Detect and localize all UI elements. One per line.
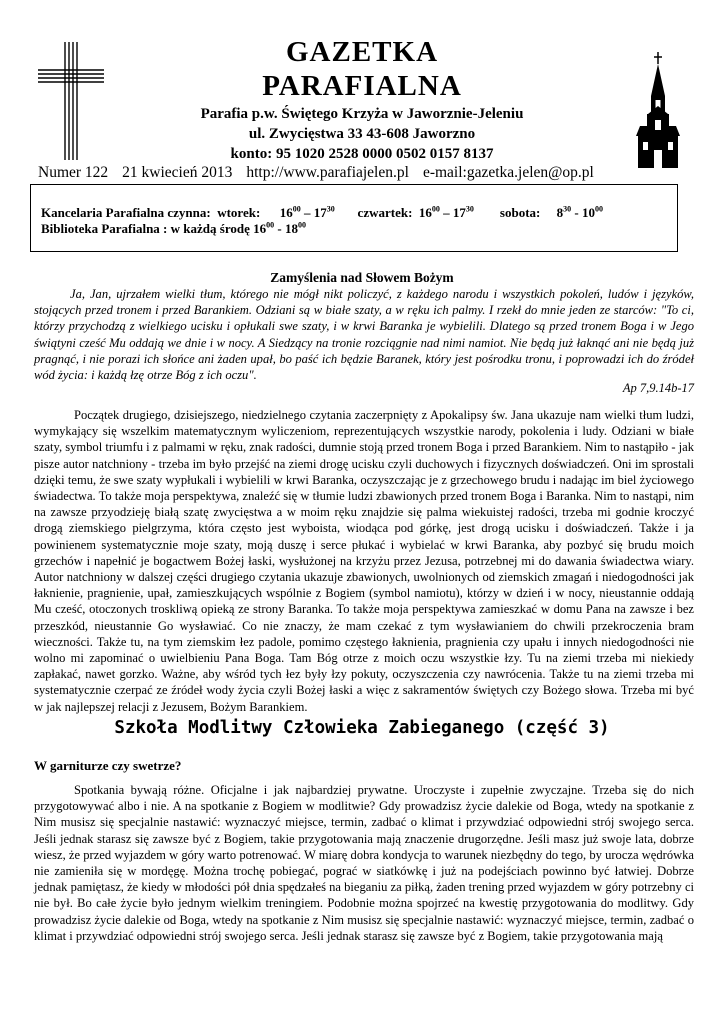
title-line-1: GAZETKA — [285, 36, 439, 68]
thursday-from: $16^{00}$ — [418, 204, 440, 220]
email-link[interactable]: e-mail:gazetka.jelen@op.pl — [422, 164, 594, 181]
tuesday-from: $16^{00}$ — [279, 204, 301, 220]
issue-date: 21 kwiecień 2013 — [122, 164, 233, 181]
reflection-title: Zamyślenia nad Słowem Bożym — [270, 270, 454, 285]
tuesday-to: $17^{30}$ — [313, 204, 335, 220]
thursday-to: $17^{30}$ — [452, 204, 474, 220]
office-hours-row: Kancelaria Parafialna czynna: wtorek: $16^{00} - 17^{30}$ czwartek: $16^{00} - 17^{30}$ sobota: $8^{30} - 10^{00}$ — [41, 204, 603, 220]
parish-address: ul. Zwycięstwa 33 43-608 Jaworzno — [248, 126, 476, 142]
reflection-body — [34, 407, 694, 715]
saturday-to: $10^{00}$ — [581, 204, 603, 220]
library-label: Biblioteka Parafialna : w każdą środę — [41, 221, 250, 236]
library-hours-row: Biblioteka Parafialna : w każdą środę $16^{00} - 18^{00}$ — [41, 220, 306, 236]
saturday-from: $8^{30}$ — [556, 204, 572, 220]
saturday-label: sobota: — [499, 205, 541, 220]
library-from: $16^{00}$ — [253, 220, 275, 236]
prayer-school-body-text: Spotkania bywają różne. Oficjalne i jak najbardziej prywatne. Uroczyste i zupełnie zwyczajne. Trzeba się do nich przygotowywać albo i nie. A na spotkanie z Bogiem w modlitwie? Gdy prowadzisz życie dalekie od Boga, wtedy na spotkanie z Nim musisz się specjalnie nastawić: wyznaczyć miejsce, termin, zadbać o klimat i przywdziać odpowiedni strój swojego serca. Jeśli jednak starasz się zawsze być z Bogiem, takie przygotowania mają znaczenie drugorzędne. Jeśli masz już swoje lata, dobrze wiesz, że przed wyjazdem w góry warto potrenować. W miarę dobra kondycja to warunek niezbędny do tego, by urocza wędrówka nie zamieniła się w mordęgę. Można trochę pobiegać, pograć w siatkówkę i już na podejściach powinno być łatwiej. Dobrze jednak pamiętasz, że kiedy w młodości pół dnia spędzałeś na bieganiu za piłką, żaden trening przed wyjazdem w góry potrzebny ci nie był. Bo całe życie było jednym wielkim treningiem. Podobnie można spojrzeć na kwestię przygotowania do modlitwy. Gdy prowadzisz życie dalekie od Boga, wtedy na spotkanie z Nim musisz się specjalnie nastawić: wyznaczyć miejsce, termin, zadbać o klimat i przywdziać odpowiedni strój swojego serca. Jeśli jednak starasz się zawsze być z Bogiem, takie przygotowania mają — [34, 783, 694, 943]
prayer-school-title: Szkoła Modlitwy Człowieka Zabieganego (część 3) — [114, 718, 610, 738]
reflection-body-text: Początek drugiego, dzisiejszego, niedzielnego czytania zaczerpnięty z Apokalipsy św. Jana ukazuje nam wielki tłum ludzi, wymykający się wszelkim matematycznym wyliczeniom, reprezentujących wszystkie narody, pokolenia i ludy. Odziani w białe szaty, symbol triumfu i z palmami w ręku, znak radości, dumnie stoją przed tronem Boga i przed Barankiem. Nim to nastąpiło - jak pisze autor natchniony - trzeba im było przejść na ziemi drogę ucisku czyli duchowych i fizycznych doświadczeń. Oni im sprostali dzięki temu, że swe szaty wypłukali i wybielili w krwi Baranka, oczyszczając je z grzechowego brudu i nadając im biel życiowego świadectwa. To także moja perspektywa, znaleźć się w tłumie ludzi zbawionych przed tronem Boga i Baranka. Nim to nastąpi, nim na zawsze przyodzieję białą szatę zwycięstwa a w moim ręku znajdzie się palma wiekuistej radości, trzeba mi godnie kroczyć drogą ziemskiego pielgrzyma, która często jest wyboista, wiodąca pod górkę, jest drogą ucisku i doświadczeń. Także i ja powinienem systematycznie moje szaty, moją duszę i serce płukać i wybielać w krwi Baranka, aby pozbyć się brudu moich grzechów i napełnić je bogactwem Bożej łaski, wysłużonej na krzyżu przez Jezusa, potrzebnej mi do dawania świadectwa wiary. Autor natchniony w dalszej części drugiego czytania ukazuje zbawionych, uwolnionych od ziemskich zmagań i niedogodności jak łaknienie, pragnienie, upał, zamieszkujących wspólnie z Bogiem (symbol namiotu), którzy w dzień i w nocy, nieustannie oddają Mu cześć, otoczonych troskliwą opieką ze strony Baranka. To także moja perspektywa zamieszkać w domu Pana na zawsze i bez przeszkód, nieustannie Go wysławiać. Co nie znaczy, że mam czekać z tym wysławianiem do chwili przekroczenia bram wieczności. Także tu, na tym ziemskim łez padole, pomimo częstego łaknienia, pragnienia czy upału i innych niedogodności nie wolno mi zapominać o uwielbieniu Pana Boga. Tam Bóg otrze z moich oczu wszystkie łzy. Tu na ziemi trzeba mi niekiedy zapłakać, nawet gorzko. Ważne, aby wśród tych łez były łzy pokuty, oczyszczenia czy nawrócenia. Także tu na ziemi trzeba mi systematycznie czerpać ze źródeł wody życia czyli Bożej łaski a więc z sakramentów świętych czy Bożego słowa. Trzeba mi być w jak najlepszej relacji z Jezusem, Bożym Barankiem. — [34, 408, 694, 714]
office-hours-box — [30, 184, 678, 252]
website-link[interactable]: http://www.parafiajelen.pl — [246, 164, 409, 181]
prayer-school-body — [34, 782, 694, 944]
scripture-quote — [34, 286, 694, 383]
office-label: Kancelaria Parafialna czynna: — [41, 205, 211, 220]
bank-account: konto: 95 1020 2528 0000 0502 0157 8137 — [230, 146, 494, 162]
parish-name: Parafia p.w. Świętego Krzyża w Jaworznie-Jeleniu — [200, 106, 524, 122]
tuesday-label: wtorek: — [217, 205, 261, 220]
scripture-quote-text: Ja, Jan, ujrzałem wielki tłum, którego nie mógł nikt policzyć, z każdego narodu i wszystkich pokoleń, ludów i języków, stojących przed tronem i przed Barankiem. Odziani są w białe szaty, a w ręku ich palmy. I rzekł do mnie jeden ze starców: "To ci, którzy przychodzą z wielkiego ucisku i opłukali swe szaty, i w krwi Baranka je wybielili. Dlatego są przed tronem Boga i w Jego świątyni cześć Mu oddają we dnie i w nocy. A Siedzący na tronie rozciągnie nad nimi namiot. Nie będą już łaknąć ani nie będą już pragnąć, i nie porazi ich słońce ani żaden upał, bo paść ich będzie Baranek, który jest pośrodku tronu, i poprowadzi ich do źródeł wód życia: i każdą łzę otrze Bóg z ich oczu". — [34, 287, 694, 383]
thursday-label: czwartek: — [357, 205, 413, 220]
issue-number: Numer 122 — [38, 164, 109, 181]
section-heading: W garniturze czy swetrze? — [34, 758, 182, 773]
library-to: $18^{00}$ — [284, 220, 306, 236]
title-line-2: PARAFIALNA — [262, 70, 462, 102]
issue-line — [38, 164, 608, 182]
scripture-reference: Ap 7,9.14b-17 — [622, 381, 694, 395]
